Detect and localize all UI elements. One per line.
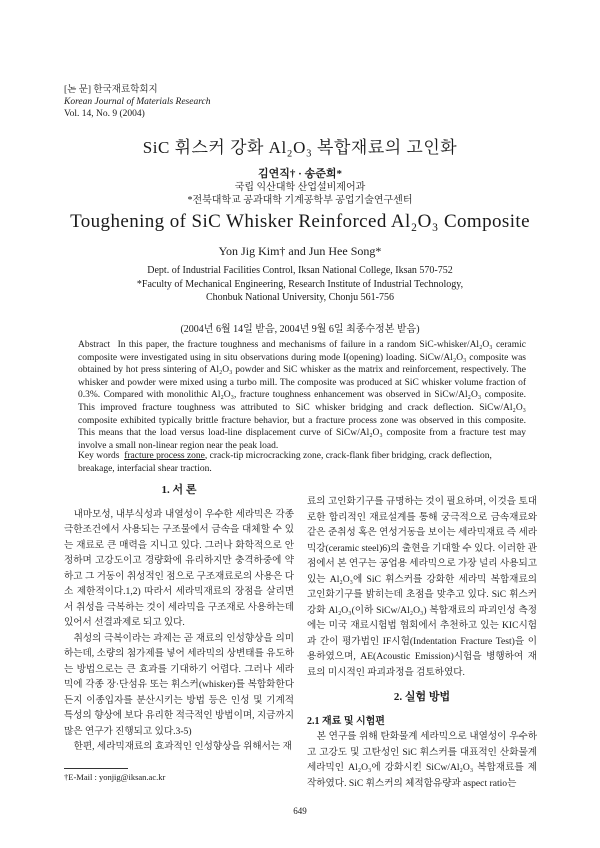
keyword-first: fracture process zone <box>124 451 205 461</box>
affiliation-en-3: Chonbuk National University, Chonju 561-756 <box>206 292 394 303</box>
methods-paragraph-1: 본 연구를 위해 탄화물계 세라믹으로 내열성이 우수하고 고강도 및 고탄성인 SiC 휘스커를 대표적인 산화물계 세라믹인 Al₂O₃에 강화시킨 SiCw/Al₂O₃ 복합재료를 제작하였다. SiC 휘스커의 체적함유량과 aspect ratio는 <box>307 731 537 789</box>
intro-paragraph-1: 내마모성, 내부식성과 내열성이 우수한 세라믹은 각종 극한조건에서 사용되는 구조물에서 금속을 대체할 수 있는 재료로 큰 매력을 지니고 있다. 그러나 화학적으로 안정하며 고강도이고 경량화에 유리하지만 충격하중에 약하고 그 거동이 취성적인 점으로 구조재료로의 사용은 다소 제한적이다.1,2) 따라서 세라믹재료의 장점을 살리면서 취성을 극복하는 것이 세라믹을 구조재로 사용하는데 있어서 선결과제로 되고 있다. <box>64 508 294 628</box>
affiliations-english <box>0 264 600 305</box>
abstract-label: Abstract <box>78 340 111 350</box>
left-column <box>64 483 294 755</box>
keywords-label: Key words <box>78 451 120 461</box>
footnote-email: †E-Mail : yonjig@iksan.ac.kr <box>64 772 166 782</box>
journal-volume: Vol. 14, No. 9 (2004) <box>64 109 145 119</box>
intro-paragraph-2: 취성의 극복이라는 과제는 곧 재료의 인성향상을 의미하는데, 소량의 첨가제를 넣어 세라믹의 상변태를 유도하는 방법으로는 큰 효과를 기대하기 어렵다. 그러나 세라믹에 각종 장·단섬유 또는 휘스커(whisker)를 복합화한다든지 이종입자를 분산시키는 방법 등은 인성 및 기계적 특성의 향상에 보다 유리한 적극적인 방법이며, 지금까지 많은 연구가 진행되고 있다.3-5) <box>64 632 294 737</box>
authors-korean: 김연직† · 송준희* <box>258 168 342 180</box>
affiliation-ko-1: 국립 익산대학 산업설비제어과 <box>234 182 366 193</box>
abstract-text: In this paper, the fracture toughness and mechanisms of failure in a random SiC-whisker/Al₂O₃ ceramic composite were investigated using in situ observations during mode I(opening) loading. SiCw/Al₂O₃ composite was obtained by hot press sintering of Al₂O₃ powder and SiC whisker as the matrix and reinforcement, respectively. The whisker and powder were mixed using a turbo mill. The composite was produced at SiC whisker volume fraction of 0.3%. Compared with monolithic Al₂O₃, fracture toughness enhancement was observed in SiCw/Al₂O₃ composite. This improved fracture toughness was attributed to SiC whisker bridging and crack deflection. SiCw/Al₂O₃ composite exhibited typically brittle fracture behavior, but a fracture process zone was observed in this composite. This means that the load versus load-line displacement curve of SiCw/Al₂O₃ composite from a fracture test may involve a small non-linear region near the peak load. <box>78 340 527 451</box>
keywords <box>78 450 526 475</box>
title-korean: SiC 휘스커 강화 Al₂O₃ 복합재료의 고인화 <box>142 138 458 157</box>
right-column <box>307 494 537 791</box>
intro-paragraph-3: 한편, 세라믹재료의 효과적인 인성향상을 위해서는 재 <box>73 741 292 752</box>
journal-header <box>64 84 211 120</box>
journal-name: Korean Journal of Materials Research <box>64 97 211 107</box>
authors-english: Yon Jig Kim† and Jun Hee Song* <box>218 244 382 258</box>
affiliations-korean <box>0 181 600 207</box>
page-number: 649 <box>293 806 307 816</box>
keywords-rest: , crack-tip microcracking zone, crack-flank fiber bridging, crack deflection, breakage, interfacial shear traction. <box>78 451 492 474</box>
affiliation-en-2: *Faculty of Mechanical Engineering, Research Institute of Industrial Technology, <box>136 278 464 290</box>
footnote-rule <box>64 768 128 769</box>
received-dates: (2004년 6월 14일 받음, 2004년 9월 6일 최종수정본 받음) <box>180 324 420 335</box>
intro-paragraph-4: 료의 고인화기구를 규명하는 것이 필요하며, 이것을 토대로한 합리적인 재료설계를 통해 궁극적으로 금속재료와 같은 준취성 혹은 연성거동을 보이는 세라믹재료 즉 세라믹강(ceramic steel)6)의 출현을 기대할 수 있다. 이러한 관점에서 본 연구는 공업용 세라믹으로 가장 널리 사용되고 있는 Al₂O₃에 SiC 휘스커를 강화한 세라믹 복합재료의 고인화기구를 밝히는데 초점을 맞추고 있다. SiC 휘스커 강화 Al₂O₃(이하 SiCw/Al₂O₃) 복합재료의 파괴인성 측정에는 미국 재료시험법 협회에서 추천하고 있는 KIC시험과 간이 평가법인 IF시험(Indentation Fracture Test)을 이용하였으며, AE(Acoustic Emission)시험을 병행하여 재료의 미시적인 파괴과정을 검토하였다. <box>307 496 537 678</box>
section-1-heading: 1. 서 론 <box>161 484 197 496</box>
affiliation-ko-2: *전북대학교 공과대학 기계공학부 공업기술연구센터 <box>187 195 413 206</box>
affiliation-en-1: Dept. of Industrial Facilities Control, Iksan National College, Iksan 570-752 <box>147 265 453 276</box>
subsection-2-1-heading: 2.1 재료 및 시험편 <box>307 715 385 727</box>
section-2-heading: 2. 실험 방법 <box>393 691 451 703</box>
journal-category: [논 문] 한국재료학회지 <box>64 85 158 95</box>
title-english: Toughening of SiC Whisker Reinforced Al₂O₃ Composite <box>70 211 530 232</box>
abstract <box>78 339 526 452</box>
